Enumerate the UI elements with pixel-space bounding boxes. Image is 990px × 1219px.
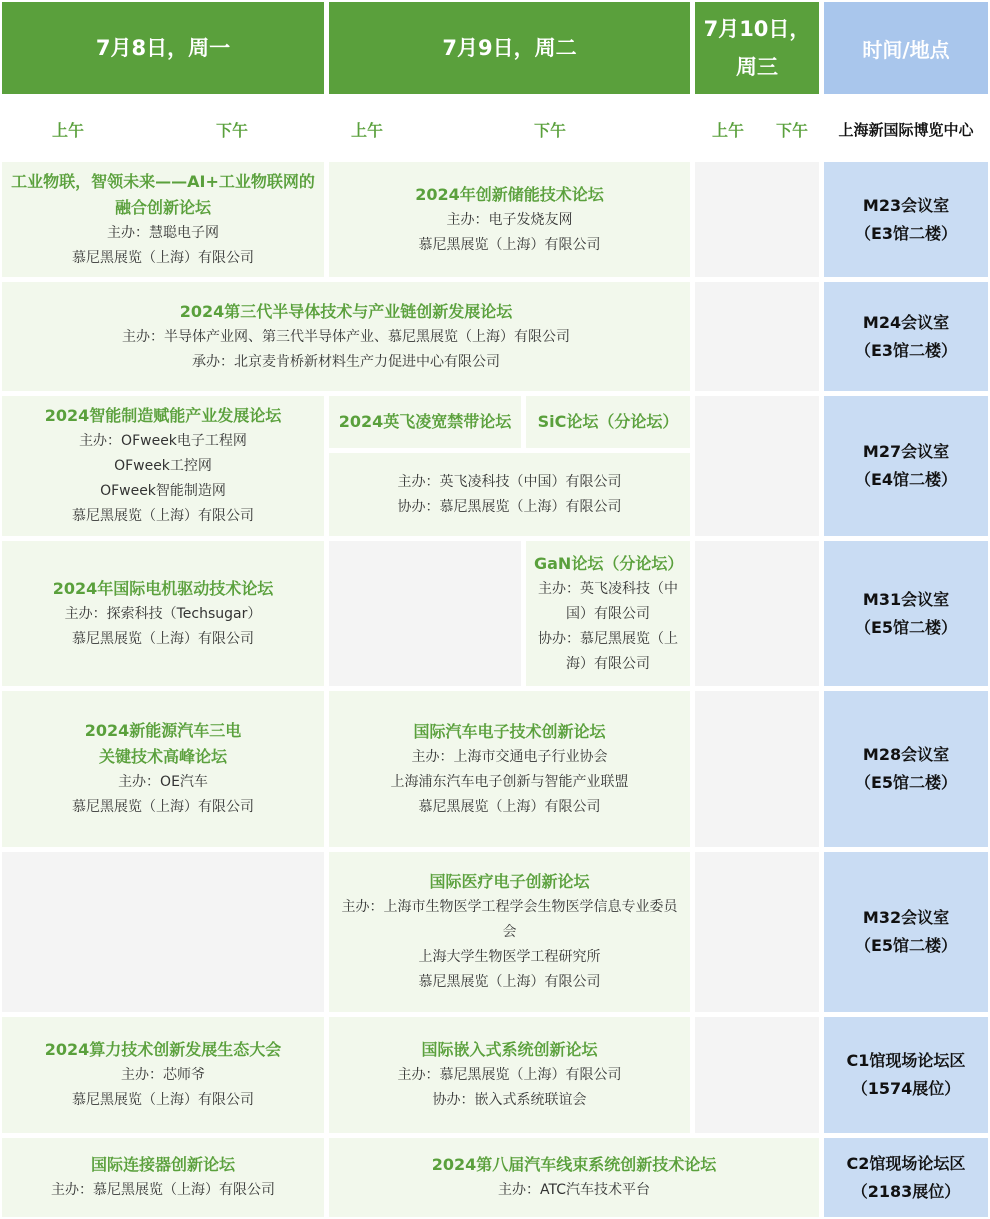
header-day-jul9-label: 7月9日，周二 <box>442 36 577 60</box>
event-title-line: 国际连接器创新论坛 <box>90 1155 235 1174</box>
location-hall: （1574展位） <box>851 1079 961 1098</box>
header-time-location-label: 时间/地点 <box>862 37 950 62</box>
location-m32 <box>824 852 988 1012</box>
location-hall: （E5馆二楼） <box>854 617 958 637</box>
location-c1-forum-area <box>824 1017 988 1133</box>
event-title-line: 关键技术高峰论坛 <box>98 747 227 766</box>
event-title-line: 2024智能制造赋能产业发展论坛 <box>44 406 282 425</box>
subheader-pm-jul10: 下午 <box>775 120 808 140</box>
event-title-line: 国际汽车电子技术创新论坛 <box>413 721 606 741</box>
event-connector-forum <box>2 1138 324 1217</box>
event-organizer-line: 主办：OE汽车 <box>118 774 208 790</box>
event-gan-subforum <box>526 541 690 686</box>
empty-cell <box>695 691 819 847</box>
header-day-jul10 <box>695 2 819 94</box>
event-organizer-line: 主办：慕尼黑展览（上海）有限公司 <box>51 1182 275 1198</box>
location-hall: （E3馆二楼） <box>854 223 958 243</box>
empty-cell <box>695 1017 819 1133</box>
event-organizer-line: 慕尼黑展览（上海）有限公司 <box>72 508 254 524</box>
location-hall: （E4馆二楼） <box>854 470 958 489</box>
event-third-gen-semiconductor-forum <box>2 282 690 391</box>
event-nev-three-electric-forum <box>2 691 324 847</box>
subheader-pm-jul9: 下午 <box>533 120 566 140</box>
event-organizer-line: 慕尼黑展览（上海）有限公司 <box>72 630 254 647</box>
location-room: M23会议室 <box>862 195 950 215</box>
header-time-location <box>824 2 988 94</box>
event-infineon-organizers <box>329 453 690 536</box>
event-organizer-line: 主办：慧聪电子网 <box>107 224 219 241</box>
empty-cell <box>695 852 819 1012</box>
location-room: M31会议室 <box>862 589 950 609</box>
event-organizer-line: 主办：OFweek电子工程网 <box>79 433 247 449</box>
header-day-jul8 <box>2 2 324 94</box>
location-room: M28会议室 <box>862 745 950 764</box>
event-organizer-line: 主办：ATC汽车技术平台 <box>498 1182 650 1198</box>
event-title-line: 工业物联，智领未来——AI+工业物联网的 <box>11 171 315 191</box>
event-organizer-line: 主办：英飞凌科技（中国）有限公司 <box>397 473 622 490</box>
event-embedded-systems-forum <box>329 1017 690 1133</box>
event-organizer-line: 主办：电子发烧友网 <box>446 211 573 228</box>
location-room: M27会议室 <box>862 442 950 461</box>
event-organizer-line: 慕尼黑展览（上海）有限公司 <box>72 249 254 266</box>
event-title-line: 2024年国际电机驱动技术论坛 <box>52 578 274 598</box>
event-organizer-line: 慕尼黑展览（上海）有限公司 <box>418 236 601 253</box>
event-organizer-line: 主办：半导体产业网、第三代半导体产业、慕尼黑展览（上海）有限公司 <box>122 328 570 345</box>
header-day-jul9 <box>329 2 690 94</box>
empty-cell <box>695 282 819 391</box>
event-organizer-line: 慕尼黑展览（上海）有限公司 <box>418 798 601 815</box>
location-hall: （E3馆二楼） <box>854 340 958 360</box>
event-organizer-line: 主办：英飞凌科技（中 <box>538 580 678 597</box>
location-hall: （2183展位） <box>851 1181 961 1201</box>
location-m27 <box>824 396 988 536</box>
location-room: M24会议室 <box>862 312 950 332</box>
event-organizer-line: 协办：慕尼黑展览（上海）有限公司 <box>397 498 622 515</box>
empty-cell <box>695 396 819 536</box>
event-title-line: 2024新能源汽车三电 <box>84 721 242 740</box>
event-title-line: 国际嵌入式系统创新论坛 <box>421 1040 598 1059</box>
subheader-am-jul10: 上午 <box>711 120 744 140</box>
event-title-line: 融合创新论坛 <box>114 197 211 217</box>
location-m28 <box>824 691 988 847</box>
location-room: C2馆现场论坛区 <box>846 1153 966 1173</box>
event-organizer-line: 主办：芯师爷 <box>121 1067 205 1083</box>
event-organizer-line: 慕尼黑展览（上海）有限公司 <box>418 974 601 990</box>
location-m23 <box>824 162 988 277</box>
event-organizer-line: 慕尼黑展览（上海）有限公司 <box>72 1092 254 1108</box>
empty-cell <box>329 541 521 686</box>
event-organizer-line: OFweek工控网 <box>114 458 212 474</box>
location-room: M32会议室 <box>862 908 950 927</box>
event-medical-electronics-forum <box>329 852 690 1012</box>
header-day-jul10-line2: 周三 <box>736 55 778 79</box>
location-hall: （E5馆二楼） <box>854 936 958 955</box>
location-room: C1馆现场论坛区 <box>846 1051 966 1070</box>
event-organizer-line: 主办：上海市交通电子行业协会 <box>411 748 608 765</box>
event-organizer-line: 承办：北京麦肯桥新材料生产力促进中心有限公司 <box>192 353 500 370</box>
event-title-line: 2024年创新储能技术论坛 <box>415 184 604 204</box>
event-title-line: SiC论坛（分论坛） <box>537 412 679 431</box>
subheader-am-jul8: 上午 <box>51 120 84 140</box>
empty-cell <box>695 162 819 277</box>
header-day-jul8-label: 7月8日，周一 <box>95 36 231 60</box>
event-auto-electronics-forum <box>329 691 690 847</box>
location-m24 <box>824 282 988 391</box>
event-wire-harness-forum <box>329 1138 819 1217</box>
event-organizer-line: 协办：嵌入式系统联谊会 <box>432 1092 587 1108</box>
event-title-line: 2024算力技术创新发展生态大会 <box>44 1040 282 1059</box>
event-title-line: 国际医疗电子创新论坛 <box>429 872 590 891</box>
event-organizer-line: 主办：慕尼黑展览（上海）有限公司 <box>397 1067 622 1083</box>
event-organizer-line: 主办：上海市生物医学工程学会生物医学信息专业委员 <box>341 899 678 915</box>
empty-cell <box>2 852 324 1012</box>
empty-cell <box>695 541 819 686</box>
event-computing-power-conference <box>2 1017 324 1133</box>
event-sic-subforum <box>526 396 690 448</box>
event-infineon-wide-bandgap-forum <box>329 396 521 448</box>
event-organizer-line: 会 <box>502 924 517 940</box>
subheader-pm-jul8: 下午 <box>215 120 248 140</box>
location-hall: （E5馆二楼） <box>854 773 958 792</box>
event-organizer-line: 慕尼黑展览（上海）有限公司 <box>72 799 254 815</box>
event-energy-storage-forum <box>329 162 690 277</box>
event-title-line: 2024第三代半导体技术与产业链创新发展论坛 <box>179 301 513 321</box>
subheader-am-jul9: 上午 <box>350 120 383 140</box>
header-day-jul10-line1: 7月10日， <box>703 17 811 41</box>
event-title-line: 2024第八届汽车线束系统创新技术论坛 <box>431 1155 717 1174</box>
event-organizer-line: 协办：慕尼黑展览（上 <box>538 630 678 647</box>
event-title-line: 2024英飞凌宽禁带论坛 <box>338 412 512 431</box>
event-motor-drive-forum <box>2 541 324 686</box>
event-organizer-line: 上海浦东汽车电子创新与智能产业联盟 <box>390 773 629 790</box>
event-industrial-iot-forum <box>2 162 324 277</box>
event-organizer-line: OFweek智能制造网 <box>100 483 226 499</box>
event-organizer-line: 上海大学生物医学工程研究所 <box>418 949 601 965</box>
event-organizer-line: 主办：探索科技（Techsugar） <box>64 605 262 622</box>
location-m31 <box>824 541 988 686</box>
event-organizer-line: 国）有限公司 <box>566 605 650 622</box>
location-c2-forum-area <box>824 1138 988 1217</box>
event-organizer-line: 海）有限公司 <box>566 655 650 672</box>
subheader-venue: 上海新国际博览中心 <box>838 120 974 139</box>
event-smart-manufacturing-forum <box>2 396 324 536</box>
event-title-line: GaN论坛（分论坛） <box>534 553 684 573</box>
